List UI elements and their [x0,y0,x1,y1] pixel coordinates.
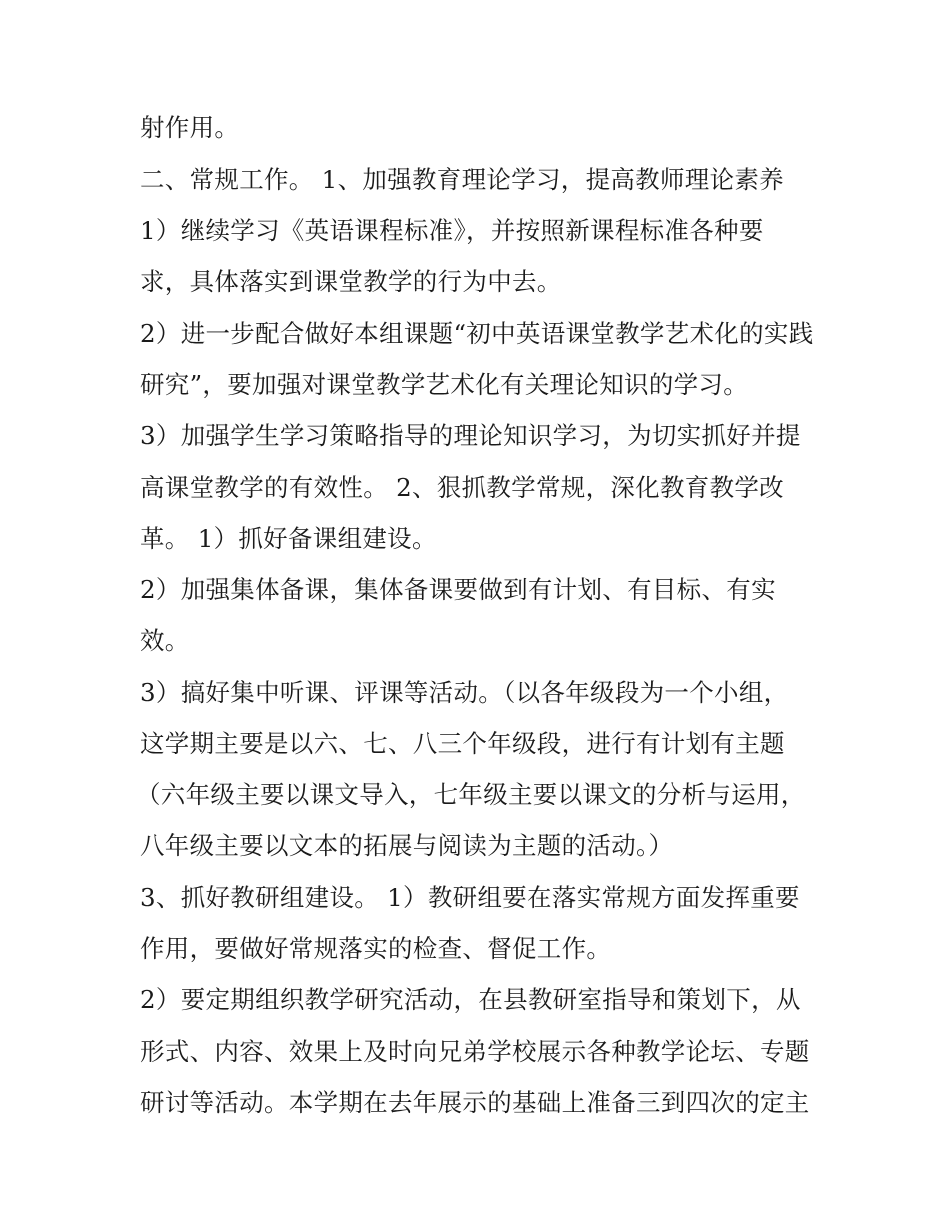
text-line: 研究”，要加强对课堂教学艺术化有关理论知识的学习。 [140,370,749,399]
text-line: 八年级主要以文本的拓展与阅读为主题的活动。） [140,831,674,860]
text-line: 3、抓好教研组建设。 1）教研组要在落实常规方面发挥重要 [140,883,800,912]
text-line: 3）搞好集中听课、评课等活动。（以各年级段为一个小组， [140,678,789,707]
text-line: 2）进一步配合做好本组课题“初中英语课堂教学艺术化的实践 [140,319,814,348]
text-line: 射作用。 [140,113,240,142]
text-line: 2）加强集体备课，集体备课要做到有计划、有目标、有实 [140,575,776,604]
text-line: 革。 1）抓好备课组建设。 [140,524,437,553]
text-line: 1）继续学习《英语课程标准》，并按照新课程标准各种要 [140,216,764,245]
text-line: 高课堂教学的有效性。 2、狠抓教学常规，深化教育教学改 [140,473,784,502]
text-line: （六年级主要以课文导入，七年级主要以课文的分析与运用， [136,780,806,809]
text-line: 研讨等活动。本学期在去年展示的基础上准备三到四次的定主 [140,1088,810,1117]
text-line: 2）要定期组织教学研究活动，在县教研室指导和策划下，从 [140,985,801,1014]
text-line: 作用，要做好常规落实的检查、督促工作。 [140,934,612,963]
text-line: 求，具体落实到课堂教学的行为中去。 [140,267,562,296]
text-line: 3）加强学生学习策略指导的理论知识学习，为切实抓好并提 [140,421,801,450]
text-line: 二、常规工作。 1、加强教育理论学习，提高教师理论素养 [140,165,784,194]
text-line: 这学期主要是以六、七、八三个年级段，进行有计划有主题 [140,729,785,758]
text-line: 效。 [140,626,190,655]
text-line: 形式、内容、效果上及时向兄弟学校展示各种教学论坛、专题 [140,1037,810,1066]
